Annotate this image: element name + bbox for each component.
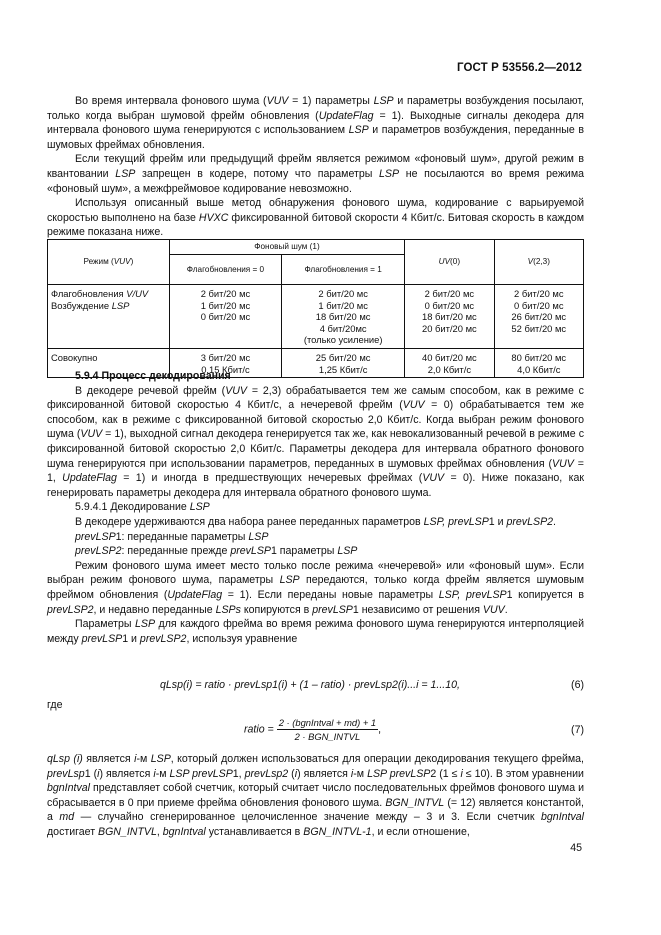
paragraph: Во время интервала фонового шума (VUV = 1) параметры LSP и параметры возбуждения посылают, только когда выбран шумовой фрейм обновления (UpdateFlag = 1). Выходные сигналы декодера для интервала фонового шума генерируются с использованием LSP и параметров возбуждения, переданные в шумовых фреймах обновления. [47, 95, 584, 151]
paragraph: В декодере речевой фрейм (VUV = 2,3) обрабатывается тем же самым способом, как в режиме с фиксированной битовой скоростью 4 Кбит/с, а нечеревой фрейм (VUV = 0) обрабатывается тем же способом, как в режиме с фиксированной битовой скоростью 2,0 Кбит/с. Когда выбран режим фонового шума (VUV = 1), выходной сигнал декодера генерируется так же, как невокализованный речевой в режиме с фиксированной битовой скоростью 2,0 Кбит/с. Параметры декодера для интервала обратного фонового шума генерируются при использовании параметров, переданных в шумовых фреймах обновления (VUV = 1, UpdateFlag = 1) и иногда в предшествующих нечеревых фреймах (VUV = 0). Ниже показано, как генерировать параметры декодера для интервала обратного фонового шума. [47, 384, 585, 499]
table-cell: 2 бит/20 мс 0 бит/20 мс 18 бит/20 мс 20 бит/20 мс [405, 285, 494, 349]
sub-heading: 5.9.4.1 Декодирование LSP [75, 501, 210, 514]
table-header-mode: Режим (VUV) [48, 240, 170, 285]
equation-7-denominator: 2 · BGN_INTVL [294, 731, 361, 742]
equation-7-lhs: ratio = [244, 723, 274, 736]
equation-7 [244, 717, 381, 742]
where-label: где [47, 699, 63, 711]
table-cell: 3 бит/20 мс 0,15 Кбит/с [169, 349, 281, 378]
table-cell: 2 бит/20 мс 1 бит/20 мс 0 бит/20 мс [169, 285, 281, 349]
table-cell: 40 бит/20 мс 2,0 Кбит/с [405, 349, 494, 378]
definitions-text [47, 752, 584, 840]
equation-6-number: (6) [571, 679, 584, 691]
paragraph: В декодере удерживаются два набора ранее переданных параметров LSP, prevLSP1 и prevLSP2. [75, 515, 556, 528]
table-header-uv: UV(0) [405, 240, 494, 285]
paragraph: prevLSP2: переданные прежде prevLSP1 параметры LSP [75, 545, 358, 558]
paragraph: Параметры LSP для каждого фрейма во время режима фонового шума генерируются интерполяцией между prevLSP1 и prevLSP2, используя уравнение [47, 618, 584, 645]
table-header-flag0: Флагобновления = 0 [169, 255, 281, 285]
bitrate-table [47, 239, 584, 378]
equation-7-numerator: 2 · (bgnIntval + md) + 1 [278, 717, 377, 728]
paragraph: Если текущий фрейм или предыдущий фрейм является режимом «фоновый шум», другой режим в квантовании LSP запрещен в кодере, потому что параметры LSP не посылаются во время режима «фоновый шум», а межфреймовое кодирование невозможно. [47, 153, 584, 195]
page-number: 45 [570, 842, 582, 854]
table-header-bg-noise: Фоновый шум (1) [169, 240, 404, 255]
table-cell: 25 бит/20 мс 1,25 Кбит/с [282, 349, 405, 378]
equation-6: qLsp(i) = ratio · prevLsp1(i) + (1 – ratio) · prevLsp2(i)...i = 1...10, [160, 679, 460, 691]
paragraph: Режим фонового шума имеет место только после режима «нечеревой» или «фоновый шум». Если выбран режим фонового шума, параметры LSP передаются, только когда фрейм является шумовым фреймом обновления (UpdateFlag = 1). Если переданы новые параметры LSP, prevLSP1 копируется в prevLSP2, и недавно переданные LSPs копируются в prevLSP1 независимо от решения VUV. [47, 559, 584, 616]
section-heading: 5.9.4 Процесс декодирования [75, 370, 231, 382]
table-cell: 2 бит/20 мс 0 бит/20 мс 26 бит/20 мс 52 бит/20 мс [494, 285, 583, 349]
paragraph: qLsp (i) является i-м LSP, который должен использоваться для операции декодирования текущего фрейма, prevLsp1 (i) является i-м LSP prevLSP1, prevLsp2 (i) является i-м LSP prevLSP2 (1 ≤ i ≤ 10). В этом уравнении bgnIntval представляет собой счетчик, который считает число последовательных фреймов фонового шума и сбрасывается в 0 при приеме фрейма обновления фонового шума. BGN_INTVL (= 12) является константой, а md — случайно сгенерированное целочисленное значение между – 3 и 3. Если счетчик bgnIntval достигает BGN_INTVL, bgnIntval устанавливается в BGN_INTVL-1, и если отношение, [47, 753, 585, 838]
table-header-flag1: Флагобновления = 1 [282, 255, 405, 285]
paragraph: prevLSP1: переданные параметры LSP [75, 530, 269, 543]
equation-7-number: (7) [571, 724, 584, 736]
section-5-9-4 [47, 369, 584, 646]
table-header-v: V(2,3) [494, 240, 583, 285]
table-cell-label: Совокупно [48, 349, 170, 378]
equation-7-fraction [277, 717, 378, 742]
equation-7-tail: , [378, 723, 382, 736]
table-cell-label: Флагобновления V/UV Возбуждение LSP [48, 285, 170, 349]
intro-text [47, 94, 584, 240]
document-header: ГОСТ Р 53556.2—2012 [457, 62, 582, 74]
table-cell: 2 бит/20 мс 1 бит/20 мс 18 бит/20 мс 4 бит/20мс (только усиление) [282, 285, 405, 349]
table-row [48, 285, 584, 349]
paragraph: Используя описанный выше метод обнаружения фонового шума, кодирование с варьируемой скоростью выполнено на базе HVXC фиксированной битовой скорости 4 Кбит/с. Битовая скорость в каждом режиме показана ниже. [47, 197, 584, 239]
table-cell: 80 бит/20 мс 4,0 Кбит/с [494, 349, 583, 378]
